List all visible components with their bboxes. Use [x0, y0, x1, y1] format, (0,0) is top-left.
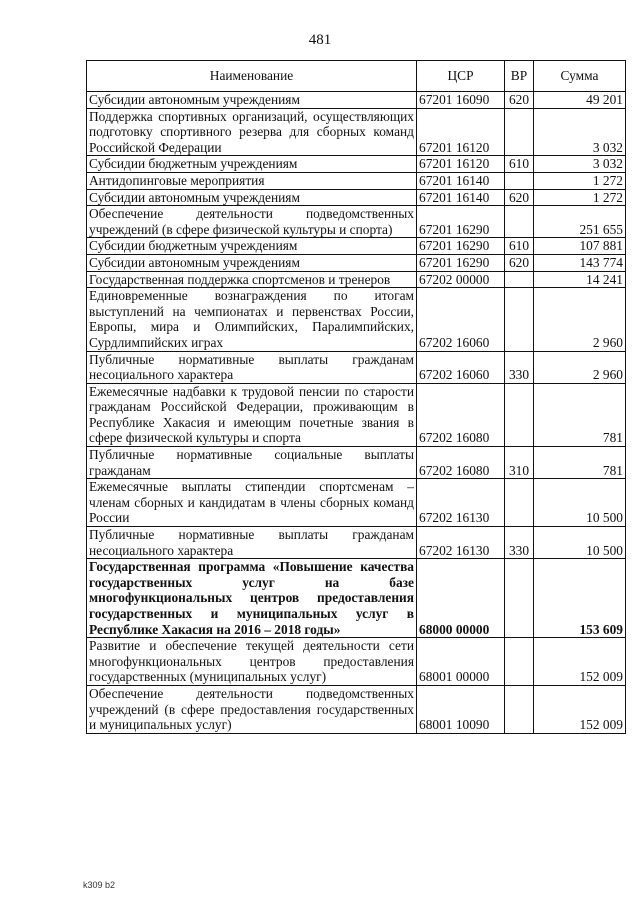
table-row [87, 108, 626, 156]
cell-vr: 620 [505, 189, 534, 206]
table-row [87, 479, 626, 527]
budget-table [86, 60, 626, 734]
cell-csr: 67202 16080 [417, 383, 505, 446]
cell-name: Публичные нормативные выплаты гражданам несоциального характера [87, 351, 417, 383]
cell-name: Развитие и обеспечение текущей деятельности сети многофункциональных центров предоставления государственных (муниципальных услуг) [87, 638, 417, 686]
table-row [87, 685, 626, 733]
table-row [87, 172, 626, 189]
table-row [87, 559, 626, 638]
table-row [87, 447, 626, 479]
cell-vr [505, 559, 534, 638]
cell-csr: 67201 16120 [417, 108, 505, 156]
table-row [87, 238, 626, 255]
cell-csr: 67201 16090 [417, 92, 505, 109]
footer-code: k309 b2 [83, 880, 116, 890]
cell-name: Ежемесячные надбавки к трудовой пенсии по старости гражданам Российской Федерации, проживающим в Республике Хакасия и имеющим почетные звания в сфере физической культуры и спорта [87, 383, 417, 446]
cell-sum: 781 [534, 447, 626, 479]
cell-vr [505, 172, 534, 189]
header-vr: ВР [505, 61, 534, 92]
cell-csr: 67202 16130 [417, 527, 505, 559]
cell-sum: 152 009 [534, 685, 626, 733]
cell-vr [505, 638, 534, 686]
cell-sum: 251 655 [534, 206, 626, 238]
cell-vr: 330 [505, 351, 534, 383]
cell-csr: 68001 00000 [417, 638, 505, 686]
table-row [87, 271, 626, 288]
cell-vr: 610 [505, 238, 534, 255]
cell-sum: 2 960 [534, 288, 626, 351]
cell-name: Субсидии бюджетным учреждениям [87, 238, 417, 255]
table-row [87, 351, 626, 383]
table-row [87, 189, 626, 206]
cell-name: Государственная поддержка спортсменов и тренеров [87, 271, 417, 288]
cell-name: Государственная программа «Повышение качества государственных услуг на базе многофункциональных центров предоставления государственных и муниципальных услуг в Республике Хакасия на 2016 – 2018 годы» [87, 559, 417, 638]
cell-sum: 10 500 [534, 527, 626, 559]
cell-vr: 330 [505, 527, 534, 559]
cell-sum: 152 009 [534, 638, 626, 686]
table-row [87, 383, 626, 446]
cell-name: Публичные нормативные выплаты гражданам несоциального характера [87, 527, 417, 559]
cell-csr: 67202 16080 [417, 447, 505, 479]
cell-vr [505, 479, 534, 527]
cell-csr: 67202 16060 [417, 288, 505, 351]
cell-csr: 68000 00000 [417, 559, 505, 638]
cell-csr: 67202 16060 [417, 351, 505, 383]
cell-sum: 143 774 [534, 254, 626, 271]
cell-name: Обеспечение деятельности подведомственных учреждений (в сфере физической культуры и спорта) [87, 206, 417, 238]
cell-csr: 67201 16140 [417, 172, 505, 189]
cell-vr: 610 [505, 156, 534, 173]
cell-vr [505, 685, 534, 733]
cell-name: Субсидии бюджетным учреждениям [87, 156, 417, 173]
cell-sum: 153 609 [534, 559, 626, 638]
cell-csr: 67201 16120 [417, 156, 505, 173]
cell-sum: 2 960 [534, 351, 626, 383]
cell-vr [505, 288, 534, 351]
header-sum: Сумма [534, 61, 626, 92]
cell-name: Субсидии автономным учреждениям [87, 189, 417, 206]
cell-csr: 67202 16130 [417, 479, 505, 527]
table-row [87, 156, 626, 173]
cell-vr: 310 [505, 447, 534, 479]
table-row [87, 638, 626, 686]
cell-name: Поддержка спортивных организаций, осуществляющих подготовку спортивного резерва для сборных команд Российской Федерации [87, 108, 417, 156]
cell-name: Обеспечение деятельности подведомственных учреждений (в сфере предоставления государственных и муниципальных услуг) [87, 685, 417, 733]
cell-vr: 620 [505, 92, 534, 109]
cell-csr: 67202 00000 [417, 271, 505, 288]
cell-csr: 67201 16140 [417, 189, 505, 206]
table-row [87, 92, 626, 109]
cell-sum: 1 272 [534, 189, 626, 206]
cell-sum: 14 241 [534, 271, 626, 288]
cell-vr [505, 271, 534, 288]
header-csr: ЦСР [417, 61, 505, 92]
table-row [87, 206, 626, 238]
cell-name: Субсидии автономным учреждениям [87, 254, 417, 271]
cell-name: Единовременные вознаграждения по итогам выступлений на чемпионатах и первенствах России, Европы, мира и Олимпийских, Паралимпийских, Сурдлимпийских играх [87, 288, 417, 351]
cell-name: Публичные нормативные социальные выплаты гражданам [87, 447, 417, 479]
cell-csr: 68001 10090 [417, 685, 505, 733]
cell-sum: 781 [534, 383, 626, 446]
page-number: 481 [308, 32, 332, 48]
cell-sum: 10 500 [534, 479, 626, 527]
cell-sum: 3 032 [534, 108, 626, 156]
cell-name: Антидопинговые мероприятия [87, 172, 417, 189]
cell-name: Субсидии автономным учреждениям [87, 92, 417, 109]
cell-sum: 3 032 [534, 156, 626, 173]
cell-vr [505, 108, 534, 156]
cell-name: Ежемесячные выплаты стипендии спортсменам – членам сборных и кандидатам в члены сборных команд России [87, 479, 417, 527]
cell-csr: 67201 16290 [417, 206, 505, 238]
cell-csr: 67201 16290 [417, 254, 505, 271]
cell-vr: 620 [505, 254, 534, 271]
header-name: Наименование [87, 61, 417, 92]
cell-csr: 67201 16290 [417, 238, 505, 255]
cell-vr [505, 383, 534, 446]
cell-vr [505, 206, 534, 238]
table-header-row [87, 61, 626, 92]
cell-sum: 49 201 [534, 92, 626, 109]
table-row [87, 527, 626, 559]
table-row [87, 254, 626, 271]
cell-sum: 1 272 [534, 172, 626, 189]
table-row [87, 288, 626, 351]
cell-sum: 107 881 [534, 238, 626, 255]
